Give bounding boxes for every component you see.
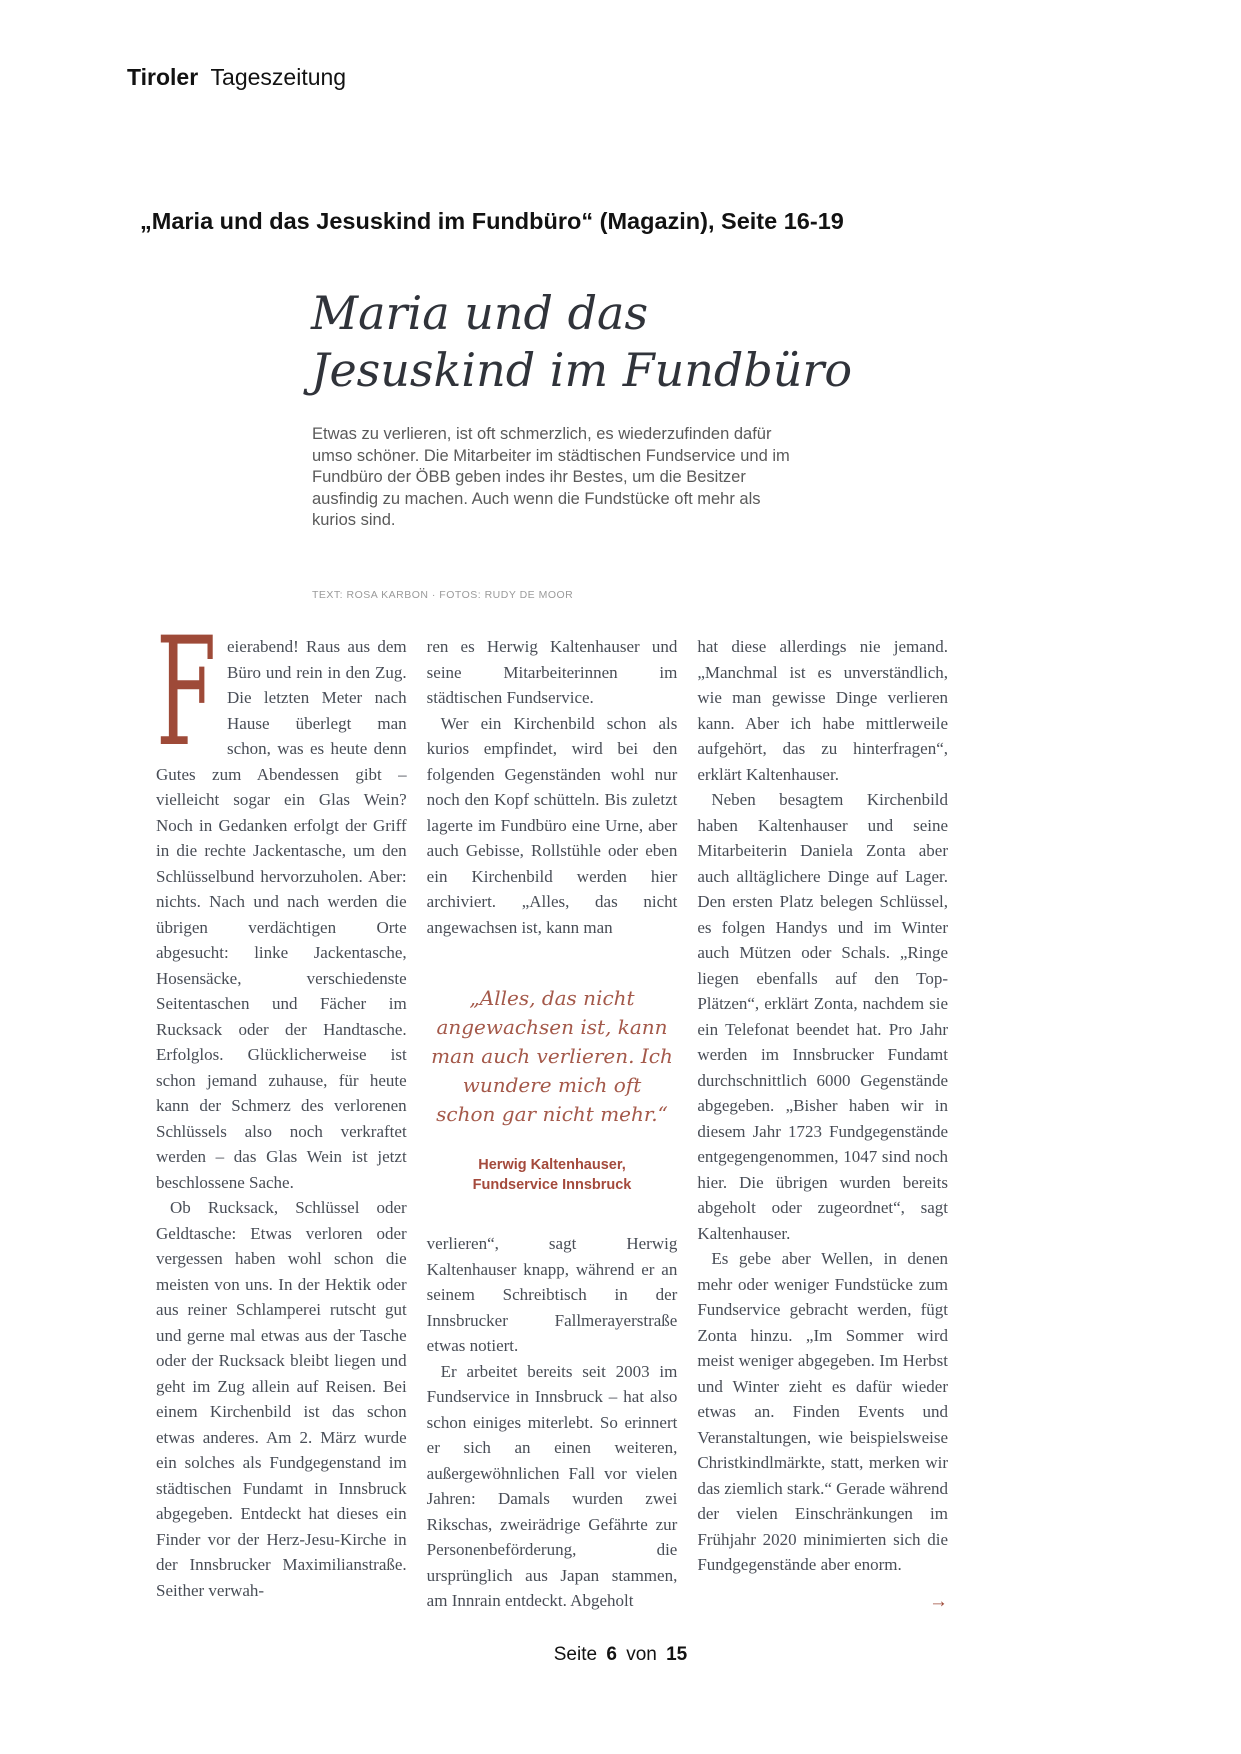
article-byline: TEXT: ROSA KARBON · FOTOS: RUDY DE MOOR <box>312 589 574 601</box>
paragraph: ren es Herwig Kaltenhauser und seine Mitarbeiterinnen im städtischen Fundservice. <box>426 637 678 707</box>
pull-quote-attribution-org: Fundservice Innsbruck <box>472 1177 632 1193</box>
paragraph-text: eierabend! Raus aus dem Büro und rein in den Zug. Die letzten Meter nach Hause überlegt man schon, was es heute denn Gutes zum Abendessen gibt – vielleicht sogar ein Glas Wein? Noch in Gedanken erfolgt der Griff in die rechte Jackentasche, um den Schlüsselbund hervorzuholen. Aber: nichts. Nach und nach werden die übrigen verdächtigen Orte abgesucht: linke Jackentasche, Hosensäcke, verschiedenste Seitentaschen und Fächer im Rucksack oder der Handtasche. Erfolglos. Glücklicherweise ist schon jemand zuhause, für heute kann der Schmerz des verlorenen Schlüssels also noch verkraftet werden – das Glas Wein ist jetzt beschlossene Sache. <box>156 637 407 1192</box>
body-column-1 <box>156 606 407 1614</box>
article-lead: Etwas zu verlieren, ist oft schmerzlich, es wiederzufinden dafür umso schöner. Die Mitarbeiter im städtischen Fundservice und im Fundbüro der ÖBB geben indes ihr Bestes, um die Besitzer ausfindig zu machen. Auch wenn die Fundstücke oft mehr als kurios sind. <box>312 425 790 529</box>
paragraph: hat diese allerdings nie jemand. „Manchmal ist es unverständlich, wie man gewisse Dinge verlieren kann. Aber ich habe mittlerweile aufgehört, das zu hinterfragen“, erklärt Kaltenhauser. <box>697 637 949 784</box>
article-title-line1: Maria und das <box>311 286 649 340</box>
publication-name-bold: Tiroler <box>127 64 199 90</box>
article-body-columns <box>156 606 949 1614</box>
page-footer <box>0 1644 1241 1666</box>
paragraph: Wer ein Kirchenbild schon als kurios empfindet, wird bei den folgenden Gegenständen wohl nur noch den Kopf schütteln. Bis zuletzt lagerte im Fundbüro eine Urne, aber auch Gebisse, Rollstühle oder eben ein Kirchenbild werden hier archiviert. „Alles, das nicht angewachsen ist, kann man <box>426 713 678 937</box>
article-title-line2: Jesuskind im Fundbüro <box>311 343 853 397</box>
paragraph <box>156 606 407 1195</box>
pull-quote-attribution <box>431 1155 674 1195</box>
paragraph: Ob Rucksack, Schlüssel oder Geldtasche: Etwas verloren oder vergessen haben wohl schon die meisten von uns. In der Hektik oder aus reiner Schlamperei rutscht gut und gerne mal etwas aus der Tasche oder der Rucksack bleibt liegen und geht im Zug allein auf Reisen. Bei einem Kirchenbild ist das schon etwas anderes. Am 2. März wurde ein solches als Fundgegenstand im städtischen Fundamt in Innsbruck abgegeben. Entdeckt hat dieses ein Finder vor der Herz-Jesu-Kirche in der Innsbrucker Maximilianstraße. Seither verwah- <box>156 1198 407 1600</box>
paragraph: Er arbeitet bereits seit 2003 im Fundservice in Innsbruck – hat also schon einiges miterlebt. So erinnert er sich an einen weiteren, außergewöhnlichen Fall vor vielen Jahren: Damals wurden zwei Rikschas, zweirädrige Gefährte zur Personenbeförderung, die ursprünglich aus Japan stammen, am Innrain entdeckt. Abgeholt <box>426 1361 678 1610</box>
publication-masthead <box>127 64 346 91</box>
continuation-arrow-icon: → <box>921 1589 948 1615</box>
footer-word-seite: Seite <box>553 1644 598 1665</box>
publication-name-regular: Tageszeitung <box>210 64 347 90</box>
footer-page-number: 6 <box>606 1644 617 1665</box>
body-column-2 <box>427 634 678 1614</box>
footer-total-pages: 15 <box>666 1644 688 1665</box>
paragraph: verlieren“, sagt Herwig Kaltenhauser knapp, während er an seinem Schreibtisch in der Innsbrucker Fallmerayerstraße etwas notiert. <box>426 1234 678 1355</box>
paragraph: Es gebe aber Wellen, in denen mehr oder weniger Fundstücke zum Fundservice gebracht werden, fügt Zonta hinzu. „Im Sommer wird meist weniger abgegeben. Im Herbst und Winter zieht es dafür wieder etwas an. Finden Events und Veranstaltungen, wie beispielsweise Christkindlmärkte, statt, merken wir das ziemlich stark.“ Gerade während der vielen Einschränkungen im Frühjahr 2020 minimierten sich die Fundgegenstände aber enorm. <box>697 1249 949 1574</box>
drop-cap-letter: F <box>156 606 217 780</box>
drop-cap <box>156 606 217 780</box>
pull-quote-block <box>431 984 674 1195</box>
pull-quote-attribution-name: Herwig Kaltenhauser, <box>478 1157 626 1173</box>
clip-heading: „Maria und das Jesuskind im Fundbüro“ (Magazin), Seite 16-19 <box>140 208 844 234</box>
paragraph: Neben besagtem Kirchenbild haben Kaltenhauser und seine Mitarbeiterin Daniela Zonta aber auch alltäglichere Dinge auf Lager. Den ersten Platz belegen Schlüssel, es folgen Handys und im Winter auch Mützen oder Schals. „Ringe liegen ebenfalls auf den Top-Plätzen“, erklärt Zonta, nachdem sie ein Telefonat beendet hat. Pro Jahr werden im Innsbrucker Fundamt durchschnittlich 6000 Gegenstände abgegeben. „Bisher haben wir in diesem Jahr 1723 Fundgegenstände entgegengenommen, 1047 sind noch hier. Die übrigen wurden bereits abgeholt oder zugeordnet“, sagt Kaltenhauser. <box>697 790 949 1243</box>
pull-quote-text: „Alles, das nicht angewachsen ist, kann man auch verlieren. Ich wundere mich oft schon gar nicht mehr.“ <box>431 986 673 1126</box>
article-title <box>311 285 852 399</box>
body-column-3 <box>697 634 948 1614</box>
footer-word-von: von <box>626 1644 657 1665</box>
